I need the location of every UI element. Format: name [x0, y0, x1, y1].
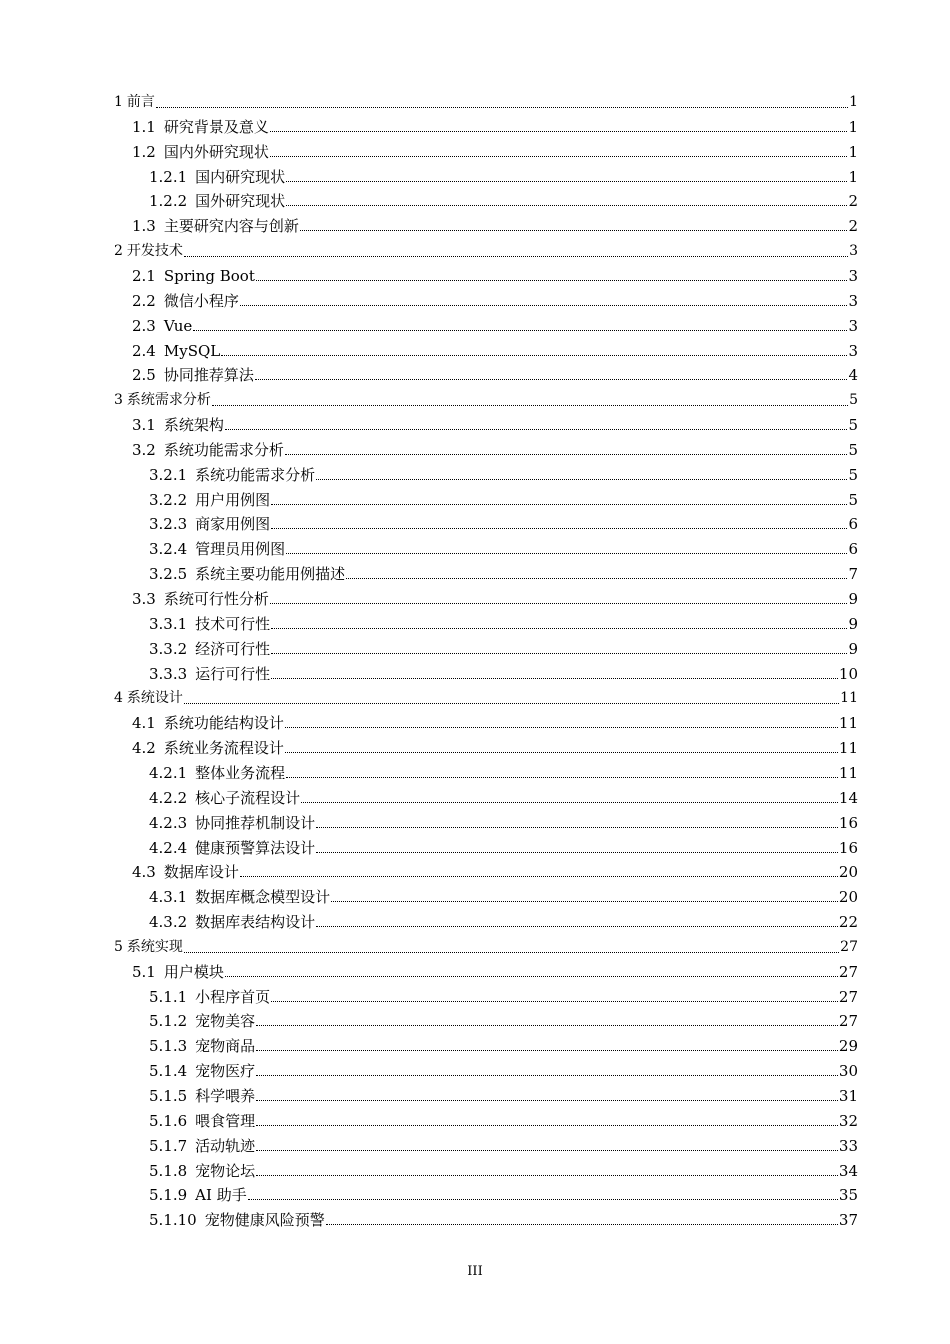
toc-entry-title: 宠物医疗	[195, 1062, 256, 1080]
toc-dot-leader	[225, 974, 838, 977]
toc-entry-number: 3.3.1	[149, 615, 188, 633]
toc-entry-page: 35	[838, 1186, 858, 1204]
toc-entry-number: 5.1	[132, 963, 156, 981]
toc-entry-page: 20	[838, 888, 858, 906]
toc-entry-title: 经济可行性	[195, 640, 271, 658]
toc-entry[interactable]	[132, 116, 858, 138]
toc-entry[interactable]	[132, 265, 858, 287]
toc-entry-number: 3.2.4	[149, 540, 188, 558]
toc-entry-number: 3.2.5	[149, 565, 188, 583]
toc-entry-page: 16	[838, 839, 858, 857]
toc-dot-leader	[316, 477, 847, 480]
toc-entry-number: 2.2	[132, 292, 156, 310]
toc-entry-page: 11	[838, 739, 858, 757]
toc-entry[interactable]	[149, 464, 858, 486]
toc-entry-title: 技术可行性	[195, 615, 271, 633]
toc-entry-title: 宠物美容	[195, 1012, 256, 1030]
toc-entry-page: 3	[848, 292, 858, 310]
toc-dot-leader	[270, 129, 848, 132]
toc-entry-number: 5.1.3	[149, 1037, 188, 1055]
toc-entry-number: 3.2.3	[149, 515, 188, 533]
toc-entry[interactable]	[114, 936, 858, 958]
toc-entry[interactable]	[149, 563, 858, 585]
toc-entry-page: 29	[838, 1037, 858, 1055]
toc-entry-number: 4.3.1	[149, 888, 188, 906]
toc-entry[interactable]	[132, 588, 858, 610]
toc-entry[interactable]	[132, 439, 858, 461]
toc-dot-leader	[256, 1123, 838, 1126]
toc-dot-leader	[256, 278, 848, 281]
toc-entry[interactable]	[149, 1135, 858, 1157]
toc-dot-leader	[184, 950, 839, 953]
toc-entry[interactable]	[132, 414, 858, 436]
toc-entry-title: 用户模块	[163, 963, 224, 981]
toc-entry-title: 宠物论坛	[195, 1162, 256, 1180]
toc-entry-title: 系统需求分析	[126, 392, 211, 408]
toc-entry-title: 健康预警算法设计	[195, 839, 316, 857]
toc-entry[interactable]	[149, 1160, 858, 1182]
toc-entry-page: 3	[849, 243, 858, 259]
toc-entry[interactable]	[149, 638, 858, 660]
toc-entry[interactable]	[114, 240, 858, 262]
toc-entry[interactable]	[132, 290, 858, 312]
toc-entry-number: 1.2	[132, 143, 156, 161]
toc-entry-title: 研究背景及意义	[163, 118, 269, 136]
toc-entry-number: 2.1	[132, 267, 156, 285]
toc-entry-title: AI 助手	[195, 1186, 247, 1204]
toc-entry-page: 7	[848, 565, 858, 583]
toc-entry-title: 喂食管理	[195, 1112, 256, 1130]
toc-entry[interactable]	[149, 886, 858, 908]
toc-dot-leader	[248, 1197, 838, 1200]
toc-dot-leader	[256, 1023, 838, 1026]
toc-dot-leader	[240, 874, 838, 877]
toc-entry-number: 3.2.2	[149, 491, 188, 509]
toc-entry[interactable]	[132, 861, 858, 883]
toc-entry-number: 4.3	[132, 863, 156, 881]
toc-entry-title: 国外研究现状	[195, 192, 286, 210]
toc-entry[interactable]	[149, 1110, 858, 1132]
toc-entry-page: 1	[849, 94, 858, 110]
toc-entry-page: 9	[848, 590, 858, 608]
toc-entry-page: 30	[838, 1062, 858, 1080]
toc-entry-page: 11	[838, 714, 858, 732]
toc-entry-number: 1.2.1	[149, 168, 188, 186]
toc-entry-page: 9	[848, 615, 858, 633]
toc-entry-title: 前言	[126, 94, 155, 110]
toc-entry[interactable]	[149, 911, 858, 933]
toc-entry-title: 整体业务流程	[195, 764, 286, 782]
toc-entry-title: 国内研究现状	[195, 168, 286, 186]
toc-entry-page: 14	[838, 789, 858, 807]
toc-entry-page: 37	[838, 1211, 858, 1229]
toc-dot-leader	[271, 999, 838, 1002]
toc-dot-leader	[286, 551, 847, 554]
toc-entry-number: 4	[114, 690, 123, 706]
toc-entry-page: 3	[848, 267, 858, 285]
toc-entry-number: 2.4	[132, 342, 156, 360]
toc-entry-title: 系统功能需求分析	[195, 466, 316, 484]
toc-dot-leader	[346, 576, 847, 579]
toc-entry-page: 1	[848, 143, 858, 161]
toc-dot-leader	[212, 403, 848, 406]
toc-entry-title: 核心子流程设计	[195, 789, 301, 807]
toc-entry[interactable]	[149, 489, 858, 511]
toc-entry-number: 5.1.2	[149, 1012, 188, 1030]
toc-entry-number: 4.2.3	[149, 814, 188, 832]
toc-dot-leader	[270, 154, 848, 157]
toc-entry-number: 5	[114, 939, 123, 955]
toc-dot-leader	[256, 1048, 838, 1051]
toc-entry-number: 5.1.8	[149, 1162, 188, 1180]
toc-entry-title: 微信小程序	[163, 292, 239, 310]
toc-dot-leader	[316, 825, 838, 828]
toc-entry-number: 4.1	[132, 714, 156, 732]
page-number-footer: III	[467, 1264, 483, 1279]
toc-entry-title: 用户用例图	[195, 491, 271, 509]
toc-entry-page: 4	[848, 366, 858, 384]
toc-entry[interactable]	[149, 663, 858, 685]
toc-entry-number: 5.1.5	[149, 1087, 188, 1105]
toc-entry-title: 宠物商品	[195, 1037, 256, 1055]
toc-entry-page: 1	[848, 168, 858, 186]
toc-entry-title: 国内外研究现状	[163, 143, 269, 161]
toc-entry-page: 27	[838, 988, 858, 1006]
toc-entry-number: 2.5	[132, 366, 156, 384]
toc-entry-number: 3.3.3	[149, 665, 188, 683]
toc-entry-number: 5.1.9	[149, 1186, 188, 1204]
toc-entry-title: 小程序首页	[195, 988, 271, 1006]
toc-dot-leader	[184, 254, 848, 257]
toc-entry-number: 5.1.10	[149, 1211, 197, 1229]
toc-entry-number: 1.1	[132, 118, 156, 136]
toc-dot-leader	[300, 228, 848, 231]
toc-dot-leader	[326, 1222, 838, 1225]
toc-dot-leader	[184, 701, 839, 704]
toc-dot-leader	[225, 427, 848, 430]
toc-entry-page: 20	[838, 863, 858, 881]
toc-entry-page: 11	[840, 690, 858, 706]
toc-entry[interactable]	[149, 986, 858, 1008]
toc-entry-title: MySQL	[163, 342, 221, 360]
toc-entry[interactable]	[114, 687, 858, 709]
toc-entry-page: 27	[840, 939, 858, 955]
toc-entry-number: 2.3	[132, 317, 156, 335]
toc-entry-page: 5	[848, 491, 858, 509]
toc-entry[interactable]	[132, 364, 858, 386]
toc-entry-number: 4.2.1	[149, 764, 188, 782]
toc-entry-number: 3.3.2	[149, 640, 188, 658]
toc-entry[interactable]	[114, 389, 858, 411]
toc-entry-number: 4.3.2	[149, 913, 188, 931]
toc-entry[interactable]	[149, 1209, 858, 1231]
toc-entry-number: 1.3	[132, 217, 156, 235]
toc-dot-leader	[286, 179, 847, 182]
toc-entry-page: 16	[838, 814, 858, 832]
toc-dot-leader	[256, 1098, 838, 1101]
toc-entry-title: 系统架构	[163, 416, 224, 434]
toc-entry-title: 协同推荐算法	[163, 366, 254, 384]
toc-dot-leader	[255, 377, 848, 380]
toc-dot-leader	[271, 676, 838, 679]
toc-entry-page: 5	[848, 441, 858, 459]
toc-dot-leader	[256, 1073, 838, 1076]
toc-entry-page: 6	[848, 515, 858, 533]
toc-entry-title: 科学喂养	[195, 1087, 256, 1105]
toc-entry-page: 33	[838, 1137, 858, 1155]
toc-dot-leader	[316, 924, 838, 927]
toc-entry[interactable]	[149, 812, 858, 834]
toc-entry-title: 系统设计	[126, 690, 183, 706]
toc-entry-page: 11	[838, 764, 858, 782]
toc-entry-title: 宠物健康风险预警	[204, 1211, 325, 1229]
toc-entry[interactable]	[149, 1184, 858, 1206]
toc-entry[interactable]	[149, 190, 858, 212]
toc-entry[interactable]	[149, 166, 858, 188]
toc-entry-number: 5.1.4	[149, 1062, 188, 1080]
toc-entry-title: 系统主要功能用例描述	[195, 565, 346, 583]
toc-entry[interactable]	[149, 762, 858, 784]
toc-entry-title: 活动轨迹	[195, 1137, 256, 1155]
toc-entry-number: 1	[114, 94, 123, 110]
toc-entry-page: 3	[848, 317, 858, 335]
toc-entry[interactable]	[149, 1060, 858, 1082]
toc-entry-title: 系统功能结构设计	[163, 714, 284, 732]
toc-entry-title: 系统业务流程设计	[163, 739, 284, 757]
toc-entry-number: 3.2.1	[149, 466, 188, 484]
toc-dot-leader	[316, 850, 838, 853]
toc-dot-leader	[271, 651, 847, 654]
toc-entry-title: 管理员用例图	[195, 540, 286, 558]
toc-entry-page: 2	[848, 192, 858, 210]
toc-entry-page: 2	[848, 217, 858, 235]
toc-entry-title: 系统可行性分析	[163, 590, 269, 608]
toc-entry-title: 数据库概念模型设计	[195, 888, 331, 906]
toc-entry[interactable]	[132, 315, 858, 337]
toc-dot-leader	[286, 203, 847, 206]
toc-entry-number: 4.2	[132, 739, 156, 757]
toc-entry-page: 31	[838, 1087, 858, 1105]
toc-entry-title: 协同推荐机制设计	[195, 814, 316, 832]
toc-entry-number: 4.2.4	[149, 839, 188, 857]
toc-entry[interactable]	[149, 613, 858, 635]
toc-entry[interactable]	[132, 141, 858, 163]
toc-entry[interactable]	[132, 737, 858, 759]
toc-entry-title: 数据库设计	[163, 863, 239, 881]
toc-dot-leader	[256, 1148, 838, 1151]
toc-entry-number: 2	[114, 243, 123, 259]
toc-dot-leader	[271, 502, 847, 505]
toc-dot-leader	[285, 750, 838, 753]
toc-entry-page: 5	[848, 416, 858, 434]
toc-entry-page: 27	[838, 1012, 858, 1030]
toc-entry[interactable]	[114, 91, 858, 113]
toc-dot-leader	[256, 1173, 838, 1176]
toc-entry-page: 3	[848, 342, 858, 360]
toc-entry-page: 6	[848, 540, 858, 558]
toc-entry-page: 1	[848, 118, 858, 136]
toc-entry[interactable]	[149, 787, 858, 809]
toc-entry-title: 主要研究内容与创新	[163, 217, 299, 235]
toc-entry[interactable]	[149, 1010, 858, 1032]
toc-dot-leader	[240, 303, 848, 306]
toc-entry-number: 5.1.1	[149, 988, 188, 1006]
toc-entry[interactable]	[132, 712, 858, 734]
toc-entry[interactable]	[149, 513, 858, 535]
toc-entry-page: 10	[838, 665, 858, 683]
toc-dot-leader	[271, 526, 847, 529]
toc-entry[interactable]	[149, 1035, 858, 1057]
toc-dot-leader	[271, 626, 847, 629]
toc-entry[interactable]	[132, 215, 858, 237]
toc-entry[interactable]	[149, 1085, 858, 1107]
toc-dot-leader	[156, 105, 848, 108]
toc-entry[interactable]	[149, 837, 858, 859]
toc-dot-leader	[285, 725, 838, 728]
toc-entry-number: 4.2.2	[149, 789, 188, 807]
toc-dot-leader	[270, 601, 848, 604]
toc-entry-number: 1.2.2	[149, 192, 188, 210]
toc-entry[interactable]	[132, 340, 858, 362]
toc-entry-number: 3.2	[132, 441, 156, 459]
toc-entry-title: 系统功能需求分析	[163, 441, 284, 459]
toc-entry-title: 商家用例图	[195, 515, 271, 533]
toc-entry-page: 32	[838, 1112, 858, 1130]
toc-entry-number: 3.3	[132, 590, 156, 608]
toc-entry-number: 3	[114, 392, 123, 408]
toc-entry-page: 27	[838, 963, 858, 981]
toc-entry-number: 5.1.6	[149, 1112, 188, 1130]
toc-entry-page: 22	[838, 913, 858, 931]
toc-dot-leader	[301, 800, 838, 803]
toc-entry-page: 5	[848, 466, 858, 484]
toc-dot-leader	[286, 775, 838, 778]
toc-entry-title: Vue	[163, 317, 193, 335]
toc-entry-title: Spring Boot	[163, 267, 255, 285]
toc-entry[interactable]	[132, 961, 858, 983]
toc-entry-title: 运行可行性	[195, 665, 271, 683]
toc-entry-title: 数据库表结构设计	[195, 913, 316, 931]
toc-dot-leader	[331, 899, 838, 902]
toc-entry-number: 3.1	[132, 416, 156, 434]
toc-dot-leader	[285, 452, 848, 455]
toc-entry-title: 开发技术	[126, 243, 183, 259]
toc-entry[interactable]	[149, 538, 858, 560]
toc-entry-page: 5	[849, 392, 858, 408]
toc-entry-title: 系统实现	[126, 939, 183, 955]
toc-entry-page: 9	[848, 640, 858, 658]
toc-entry-page: 34	[838, 1162, 858, 1180]
toc-dot-leader	[193, 328, 847, 331]
toc-dot-leader	[221, 353, 847, 356]
toc-entry-number: 5.1.7	[149, 1137, 188, 1155]
